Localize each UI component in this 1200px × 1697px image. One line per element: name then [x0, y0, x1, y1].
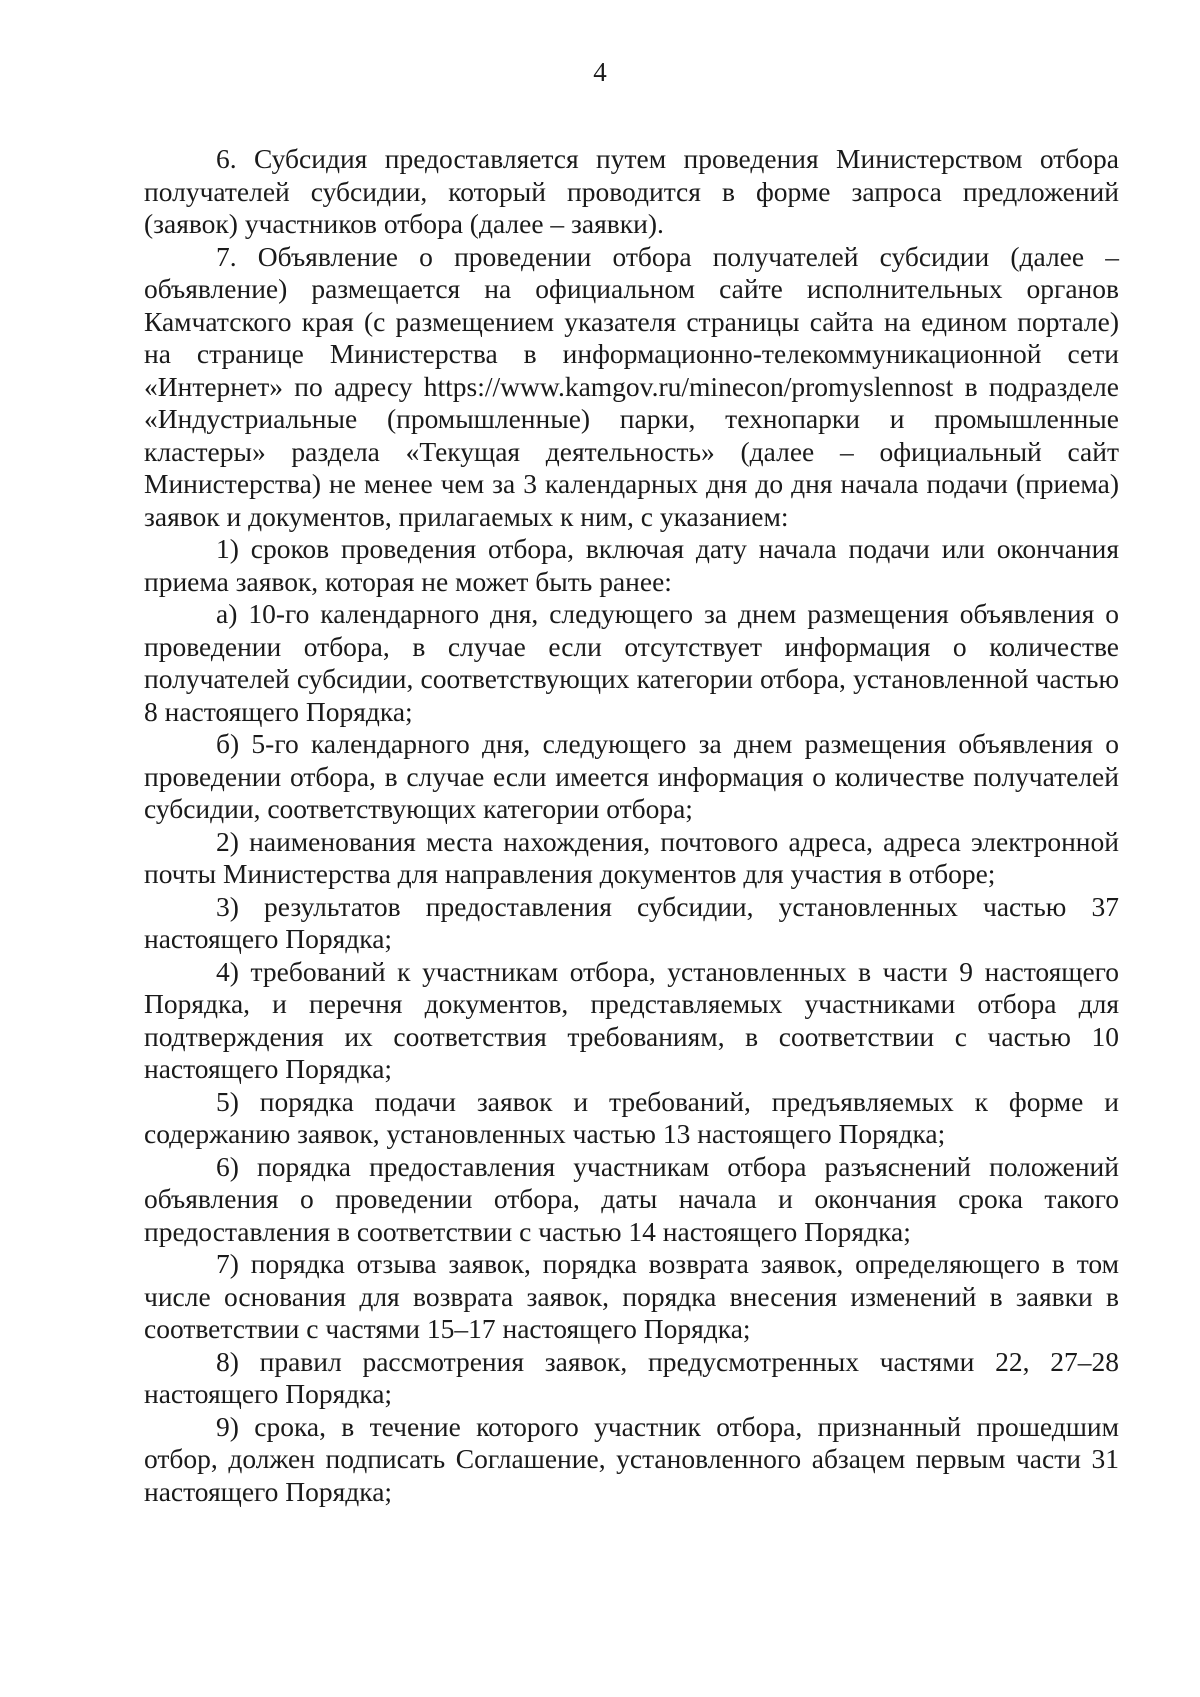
- paragraph-6-subsidy-selection: 6. Субсидия предоставляется путем проведения Министерством отбора получателей субсидии, который проводится в форме запроса предложений (заявок) участников отбора (далее – заявки).: [144, 143, 1119, 239]
- item-6-clarifications: 6) порядка предоставления участникам отбора разъяснений положений объявления о проведении отбора, даты начала и окончания срока такого предоставления в соответствии с частью 14 настоящего Порядка;: [144, 1150, 1119, 1247]
- item-1a-tenth-day: а) 10-го календарного дня, следующего за днем размещения объявления о проведении отбора, в случае если отсутствует информация о количестве получателей субсидии, соответствующих категории отбора, установленной частью 8 настоящего Порядка;: [144, 598, 1119, 727]
- item-7-withdrawal-return: 7) порядка отзыва заявок, порядка возврата заявок, определяющего в том числе основания для возврата заявок, порядка внесения изменений в заявки в соответствии с частями 15–17 настоящего Порядка;: [144, 1248, 1119, 1344]
- item-2-location-address: 2) наименования места нахождения, почтового адреса, адреса электронной почты Министерства для направления документов для участия в отборе;: [144, 825, 1119, 889]
- item-4-participant-requirements: 4) требований к участникам отбора, установленных в части 9 настоящего Порядка, и перечня документов, представляемых участниками отбора для подтверждения их соответствия требованиям, в соответствии с частью 10 настоящего Порядка;: [144, 955, 1119, 1084]
- item-8-review-rules: 8) правил рассмотрения заявок, предусмотренных частями 22, 27–28 настоящего Порядка;: [144, 1345, 1119, 1409]
- item-3-subsidy-results: 3) результатов предоставления субсидии, установленных частью 37 настоящего Порядка;: [144, 890, 1119, 954]
- item-1-selection-terms: 1) сроков проведения отбора, включая дату начала подачи или окончания приема заявок, которая не может быть ранее:: [144, 533, 1119, 597]
- document-body: [144, 143, 1119, 1508]
- item-1b-fifth-day: б) 5-го календарного дня, следующего за днем размещения объявления о проведении отбора, в случае если имеется информация о количестве получателей субсидии, соответствующих категории отбора;: [144, 728, 1119, 824]
- paragraph-7-announcement: 7. Объявление о проведении отбора получателей субсидии (далее – объявление) размещается на официальном сайте исполнительных органов Камчатского края (с размещением указателя страницы сайта на едином портале) на странице Министерства в информационно-телекоммуникационной сети «Интернет» по адресу https://www.kamgov.ru/minecon/promyslennost в подразделе «Индустриальные (промышленные) парки, технопарки и промышленные кластеры» раздела «Текущая деятельность» (далее – официальный сайт Министерства) не менее чем за 3 календарных дня до дня начала подачи (приема) заявок и документов, прилагаемых к ним, с указанием:: [144, 240, 1119, 532]
- page-number: 4: [593, 57, 607, 87]
- item-5-application-procedure: 5) порядка подачи заявок и требований, предъявляемых к форме и содержанию заявок, установленных частью 13 настоящего Порядка;: [144, 1085, 1119, 1149]
- item-9-agreement-term: 9) срока, в течение которого участник отбора, признанный прошедшим отбор, должен подписать Соглашение, установленного абзацем первым части 31 настоящего Порядка;: [144, 1410, 1119, 1507]
